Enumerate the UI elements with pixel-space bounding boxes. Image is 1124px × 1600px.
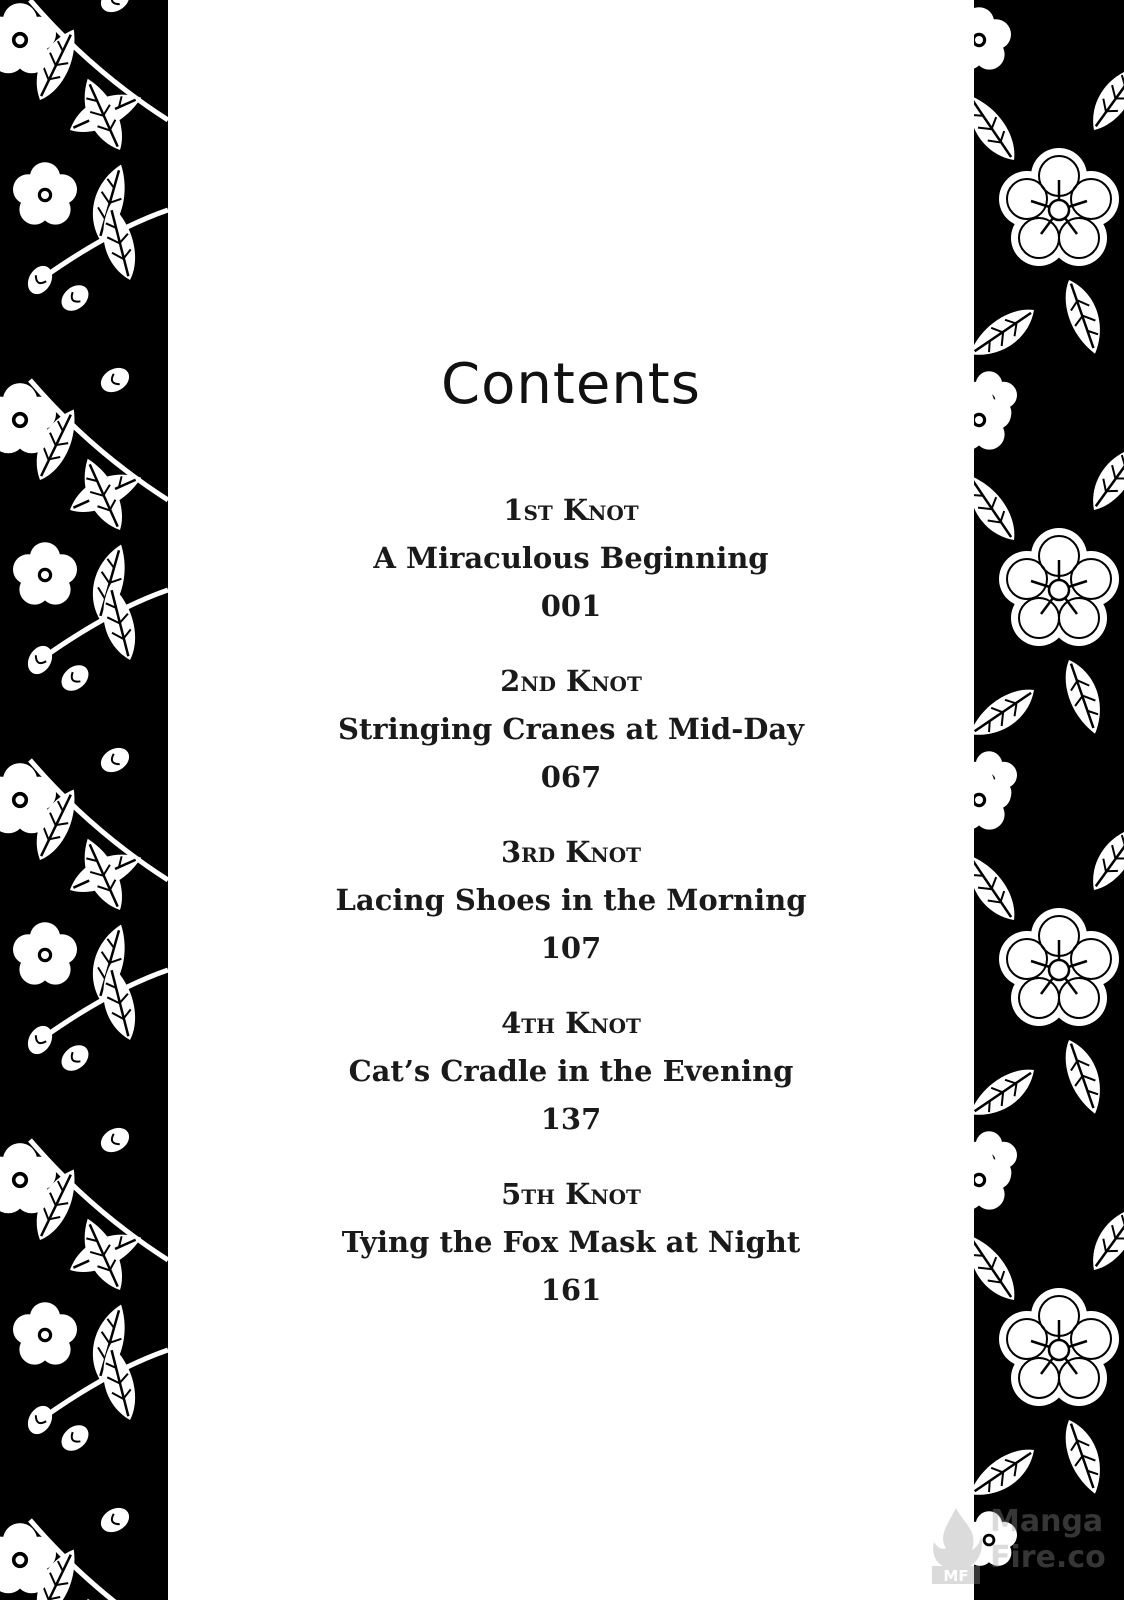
toc-entry-1[interactable] bbox=[168, 486, 974, 657]
chapter-title: Tying the Fox Mask at Night bbox=[341, 1225, 801, 1259]
left-floral-border bbox=[0, 0, 168, 1600]
chapter-title: Cat’s Cradle in the Evening bbox=[348, 1054, 794, 1088]
table-of-contents bbox=[168, 486, 974, 1341]
chapter-title: Lacing Shoes in the Morning bbox=[335, 883, 807, 917]
chapter-title: Stringing Cranes at Mid-Day bbox=[337, 712, 805, 746]
toc-entry-4[interactable] bbox=[168, 999, 974, 1170]
watermark-line-2: Fire.co bbox=[990, 1540, 1106, 1575]
chapter-number: 4th Knot bbox=[501, 1006, 641, 1040]
watermark-line-1: Manga bbox=[990, 1504, 1104, 1539]
page-title: Contents bbox=[441, 352, 701, 417]
right-floral-border bbox=[974, 0, 1124, 1600]
chapter-number: 5th Knot bbox=[501, 1177, 641, 1211]
chapter-title: A Miraculous Beginning bbox=[373, 541, 769, 575]
chapter-number: 3rd Knot bbox=[500, 835, 642, 869]
chapter-page: 067 bbox=[540, 760, 602, 794]
chapter-page: 001 bbox=[540, 589, 602, 623]
flame-logo-icon bbox=[928, 1506, 984, 1586]
chapter-number: 2nd Knot bbox=[500, 664, 642, 698]
chapter-page: 161 bbox=[540, 1273, 602, 1307]
toc-entry-5[interactable] bbox=[168, 1170, 974, 1341]
toc-entry-2[interactable] bbox=[168, 657, 974, 828]
toc-entry-3[interactable] bbox=[168, 828, 974, 999]
contents-page bbox=[168, 0, 974, 1600]
floral-pattern-icon bbox=[0, 0, 168, 1600]
site-watermark bbox=[928, 1502, 1118, 1588]
chapter-page: 107 bbox=[540, 931, 602, 965]
chapter-number: 1st Knot bbox=[503, 493, 639, 527]
chapter-page: 137 bbox=[540, 1102, 602, 1136]
svg-text:MF: MF bbox=[943, 1567, 969, 1585]
floral-pattern-icon bbox=[974, 0, 1124, 1600]
